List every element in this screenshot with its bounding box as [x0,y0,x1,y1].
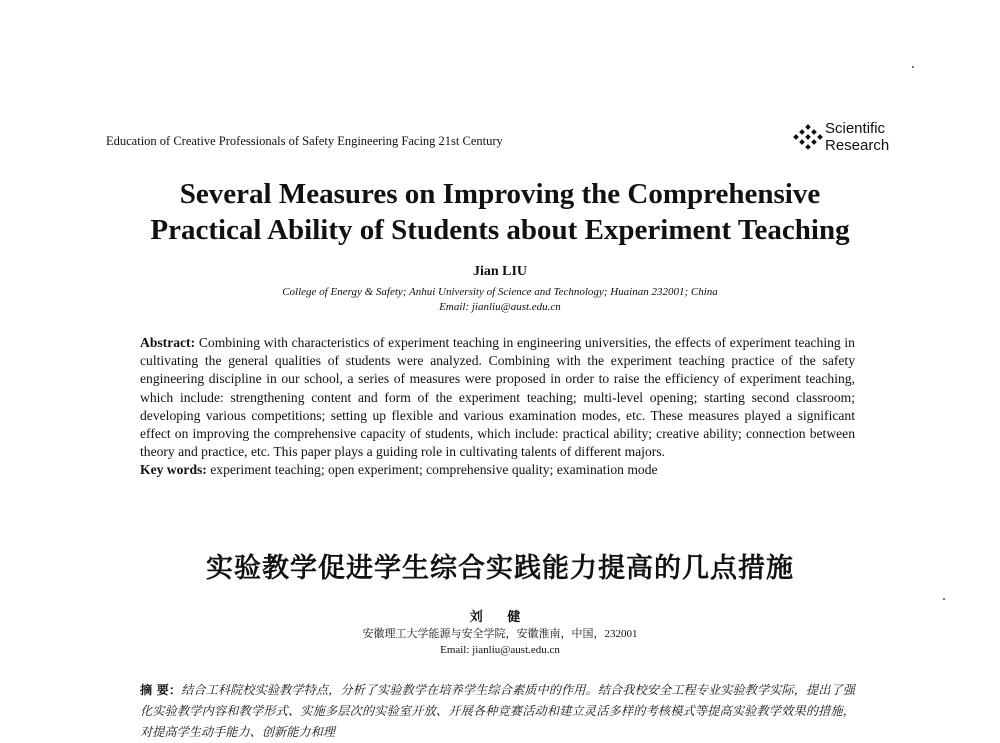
author-name: Jian LIU [472,264,528,279]
publisher-logo [793,120,903,160]
keywords-text: experiment teaching; open experiment; comprehensive quality; examination mode [210,462,658,478]
chinese-abstract-text: 结合工科院校实验教学特点，分析了实验教学在培养学生综合素质中的作用。结合我校安全工程专业实验教学实际，提出了强化实验教学内容和教学形式、实施多层次的实验室开放、开展各种竞赛活动和建立灵活多样的考核模式等提高实验教学效果的措施，对提高学生动手能力、创新能力和理 [140,683,855,739]
abstract-text: Combining with characteristics of experiment teaching in engineering universities, the effects of experiment teaching in cultivating the general qualities of students were analyzed. Combining with the experiment teaching practice of the safety engineering discipline in our school, a series of measures were proposed in order to raise the efficiency of experiment teaching, which include: strengthening content and form of the experiment teaching; multi-level opening; starting second classroom; developing various competitions; setting up flexible and various examination modes, etc. These measures played a significant effect on improving the comprehensive capacity of students, which include: practical ability; creative ability; connection between theory and practice, etc. This paper plays a guiding role in cultivating talents of different majors. [140,335,855,460]
chinese-email: Email: jianliu@aust.edu.cn [440,644,560,656]
paper-title [0,176,1000,248]
scientific-research-dots-icon [793,124,823,154]
publisher-logo-text [825,120,889,154]
chinese-affiliation [0,626,1000,658]
abstract-label: Abstract: [140,335,196,350]
chinese-author: 刘 健 [469,610,531,625]
running-head: Education of Creative Professionals of Safety Engineering Facing 21st Century [106,134,503,148]
affiliation-text: College of Energy & Safety; Anhui University of Science and Technology; Huainan 232001; China [282,286,718,298]
author-email: Email: jianliu@aust.edu.cn [439,301,561,313]
logo-line-1: Scientific [825,120,886,137]
chinese-title: 实验教学促进学生综合实践能力提高的几点措施 [206,553,794,584]
abstract [140,334,855,480]
chinese-abstract [140,680,855,743]
scan-speck [943,598,945,600]
chinese-abstract-label: 摘 要： [140,683,182,697]
scan-speck [912,66,914,68]
logo-line-2: Research [825,137,890,154]
abstract-paragraph [140,334,855,461]
title-line-2: Practical Ability of Students about Experiment Teaching [150,214,850,246]
keywords-label: Key words: [140,462,207,478]
title-line-1: Several Measures on Improving the Comprehensive [179,178,821,210]
chinese-affiliation-text: 安徽理工大学能源与安全学院，安徽淮南，中国，232001 [362,628,638,640]
author-affiliation [0,285,1000,315]
keywords [140,461,855,479]
